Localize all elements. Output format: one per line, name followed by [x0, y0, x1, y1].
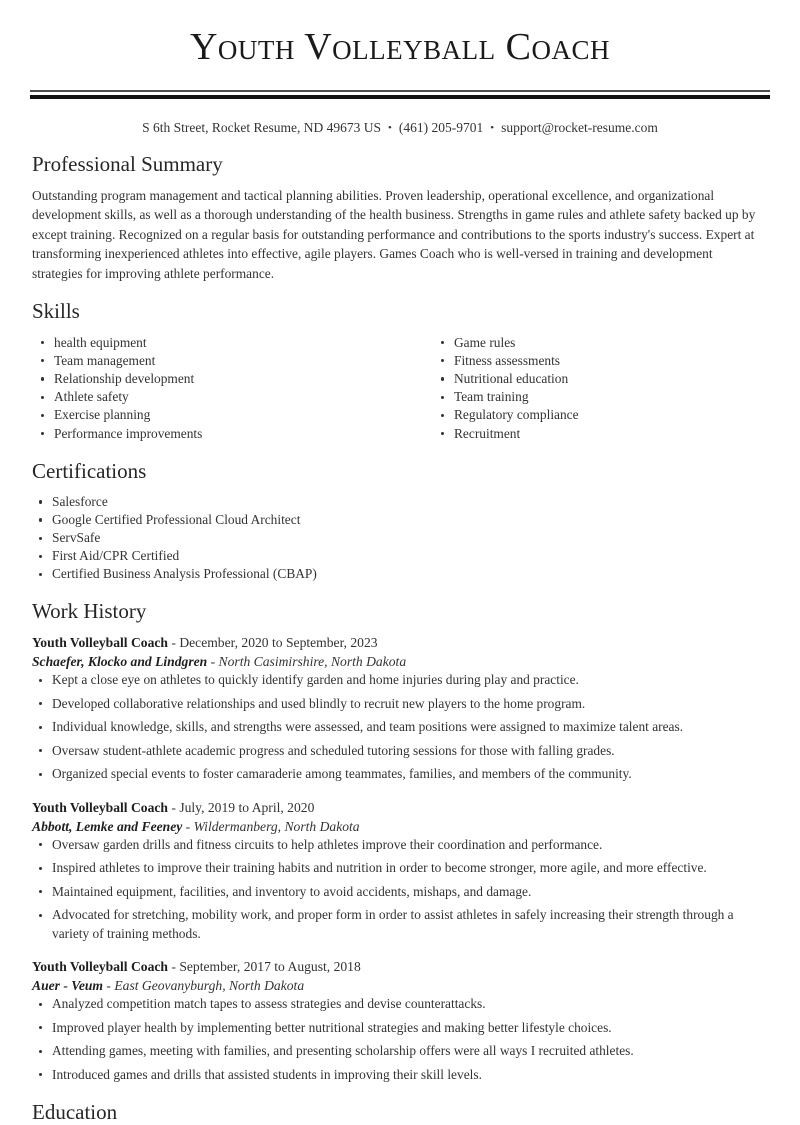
section-certifications [30, 459, 770, 583]
list-item: Developed collaborative relationships and used blindly to recruit new players to the home program. [30, 695, 770, 714]
list-item: Oversaw student-athlete academic progress and scheduled tutoring sessions for those with falling grades. [30, 742, 770, 761]
job-title-line [32, 957, 770, 976]
job-title-line [32, 798, 770, 817]
list-item: Individual knowledge, skills, and strengths were assessed, and team positions were assigned to maximize talent areas. [30, 718, 770, 737]
list-item: Kept a close eye on athletes to quickly identify garden and home injuries during play and practice. [30, 671, 770, 690]
job-bullets-list [30, 671, 770, 784]
contact-info [30, 120, 770, 136]
list-item: Advocated for stretching, mobility work, and proper form in order to assist athletes in safely increasing their strength through a variety of training methods. [30, 906, 770, 943]
job-title: Youth Volleyball Coach [32, 635, 168, 651]
list-item: Athlete safety [32, 388, 401, 406]
section-professional-summary [30, 152, 770, 284]
job-title-dash: - [167, 799, 180, 815]
job-title-dash: - [167, 635, 180, 651]
list-item: Inspired athletes to improve their training habits and nutrition in order to become stronger, more agile, and more effective. [30, 859, 770, 878]
job-bullets-list [30, 836, 770, 944]
job-title-line [32, 633, 770, 652]
header-divider [30, 90, 770, 99]
work-history-entry [30, 957, 770, 1084]
divider-line-bottom [30, 95, 770, 99]
section-work-history [30, 599, 770, 1084]
job-company-dash: - [182, 818, 194, 834]
list-item: Attending games, meeting with families, and presenting scholarship offers were all ways I recruited athletes. [30, 1042, 770, 1061]
list-item: Nutritional education [432, 370, 770, 388]
list-item: Improved player health by implementing better nutritional strategies and making better lifestyle choices. [30, 1019, 770, 1038]
list-item: Relationship development [32, 370, 401, 388]
certifications-list [30, 493, 770, 583]
skills-heading: Skills [32, 299, 80, 324]
job-bullets-list [30, 995, 770, 1084]
job-title: Youth Volleyball Coach [32, 959, 168, 975]
list-item: Team management [32, 352, 401, 370]
list-item: Performance improvements [32, 425, 401, 443]
list-item: Organized special events to foster camaraderie among teammates, families, and members of the community. [30, 765, 770, 784]
contact-phone: (461) 205-9701 [398, 119, 484, 135]
skills-list-left [32, 334, 401, 443]
job-company: Schaefer, Klocko and Lindgren [32, 654, 208, 670]
work-history-entry [30, 633, 770, 784]
job-company: Abbott, Lemke and Feeney [32, 818, 183, 834]
list-item: Salesforce [30, 493, 770, 511]
contact-separator-1: • [388, 121, 392, 134]
list-item: Certified Business Analysis Professional (CBAP) [30, 565, 770, 583]
contact-separator-2: • [490, 121, 495, 134]
list-item: Analyzed competition match tapes to assess strategies and devise counterattacks. [30, 995, 770, 1014]
list-item: Oversaw garden drills and fitness circuits to help athletes improve their coordination and performance. [30, 836, 770, 855]
job-title-dash: - [167, 959, 180, 975]
skills-column-right [401, 334, 770, 443]
job-title: Youth Volleyball Coach [32, 799, 168, 815]
job-company-line [32, 817, 770, 836]
list-item: Game rules [432, 334, 770, 352]
summary-heading: Professional Summary [32, 151, 223, 176]
section-skills [30, 299, 770, 442]
list-item: Recruitment [432, 425, 770, 443]
list-item: health equipment [32, 334, 401, 352]
job-dates: December, 2020 to September, 2023 [179, 635, 378, 651]
contact-email[interactable]: support@rocket-resume.com [501, 119, 658, 135]
list-item: Regulatory compliance [432, 406, 770, 424]
skills-list-right [432, 334, 770, 443]
job-company-dash: - [103, 978, 115, 994]
list-item: Exercise planning [32, 406, 401, 424]
list-item: Introduced games and drills that assisted students in improving their skill levels. [30, 1066, 770, 1085]
skills-column-left [32, 334, 401, 443]
job-company: Auer - Veum [32, 978, 104, 994]
list-item: First Aid/CPR Certified [30, 547, 770, 565]
job-location: East Geovanyburgh, North Dakota [114, 978, 305, 994]
job-dates: September, 2017 to August, 2018 [179, 959, 361, 975]
summary-text: Outstanding program management and tactical planning abilities. Proven leadership, operational excellence, and organizational development skills, as well as a thorough understanding of the health business. Strengths in game rules and athlete safety backed up by except training. Recognized on a regular basis for outstanding performance and contributions to the sports industry's success. Expert at transforming inexperienced athletes into effective, agile players. Games Coach who is well-versed in training and development strategies for improving athlete performance. [32, 187, 756, 281]
work-history-entry [30, 798, 770, 944]
list-item: Google Certified Professional Cloud Architect [30, 511, 770, 529]
certifications-heading: Certifications [32, 458, 147, 483]
list-item: Team training [432, 388, 770, 406]
list-item: ServSafe [30, 529, 770, 547]
job-company-dash: - [207, 654, 219, 670]
job-location: Wildermanberg, North Dakota [193, 818, 360, 834]
job-company-line [32, 976, 770, 995]
contact-address: S 6th Street, Rocket Resume, ND 49673 US [142, 119, 381, 135]
job-company-line [32, 652, 770, 671]
education-heading: Education [32, 1100, 118, 1125]
list-item: Fitness assessments [432, 352, 770, 370]
list-item: Maintained equipment, facilities, and inventory to avoid accidents, mishaps, and damage. [30, 883, 770, 902]
resume-name-title: Youth Volleyball Coach [189, 26, 610, 68]
job-location: North Casimirshire, North Dakota [218, 654, 407, 670]
work-history-entries [30, 633, 770, 1084]
job-dates: July, 2019 to April, 2020 [179, 799, 315, 815]
work-history-heading: Work History [32, 598, 147, 623]
skills-columns [32, 334, 770, 443]
